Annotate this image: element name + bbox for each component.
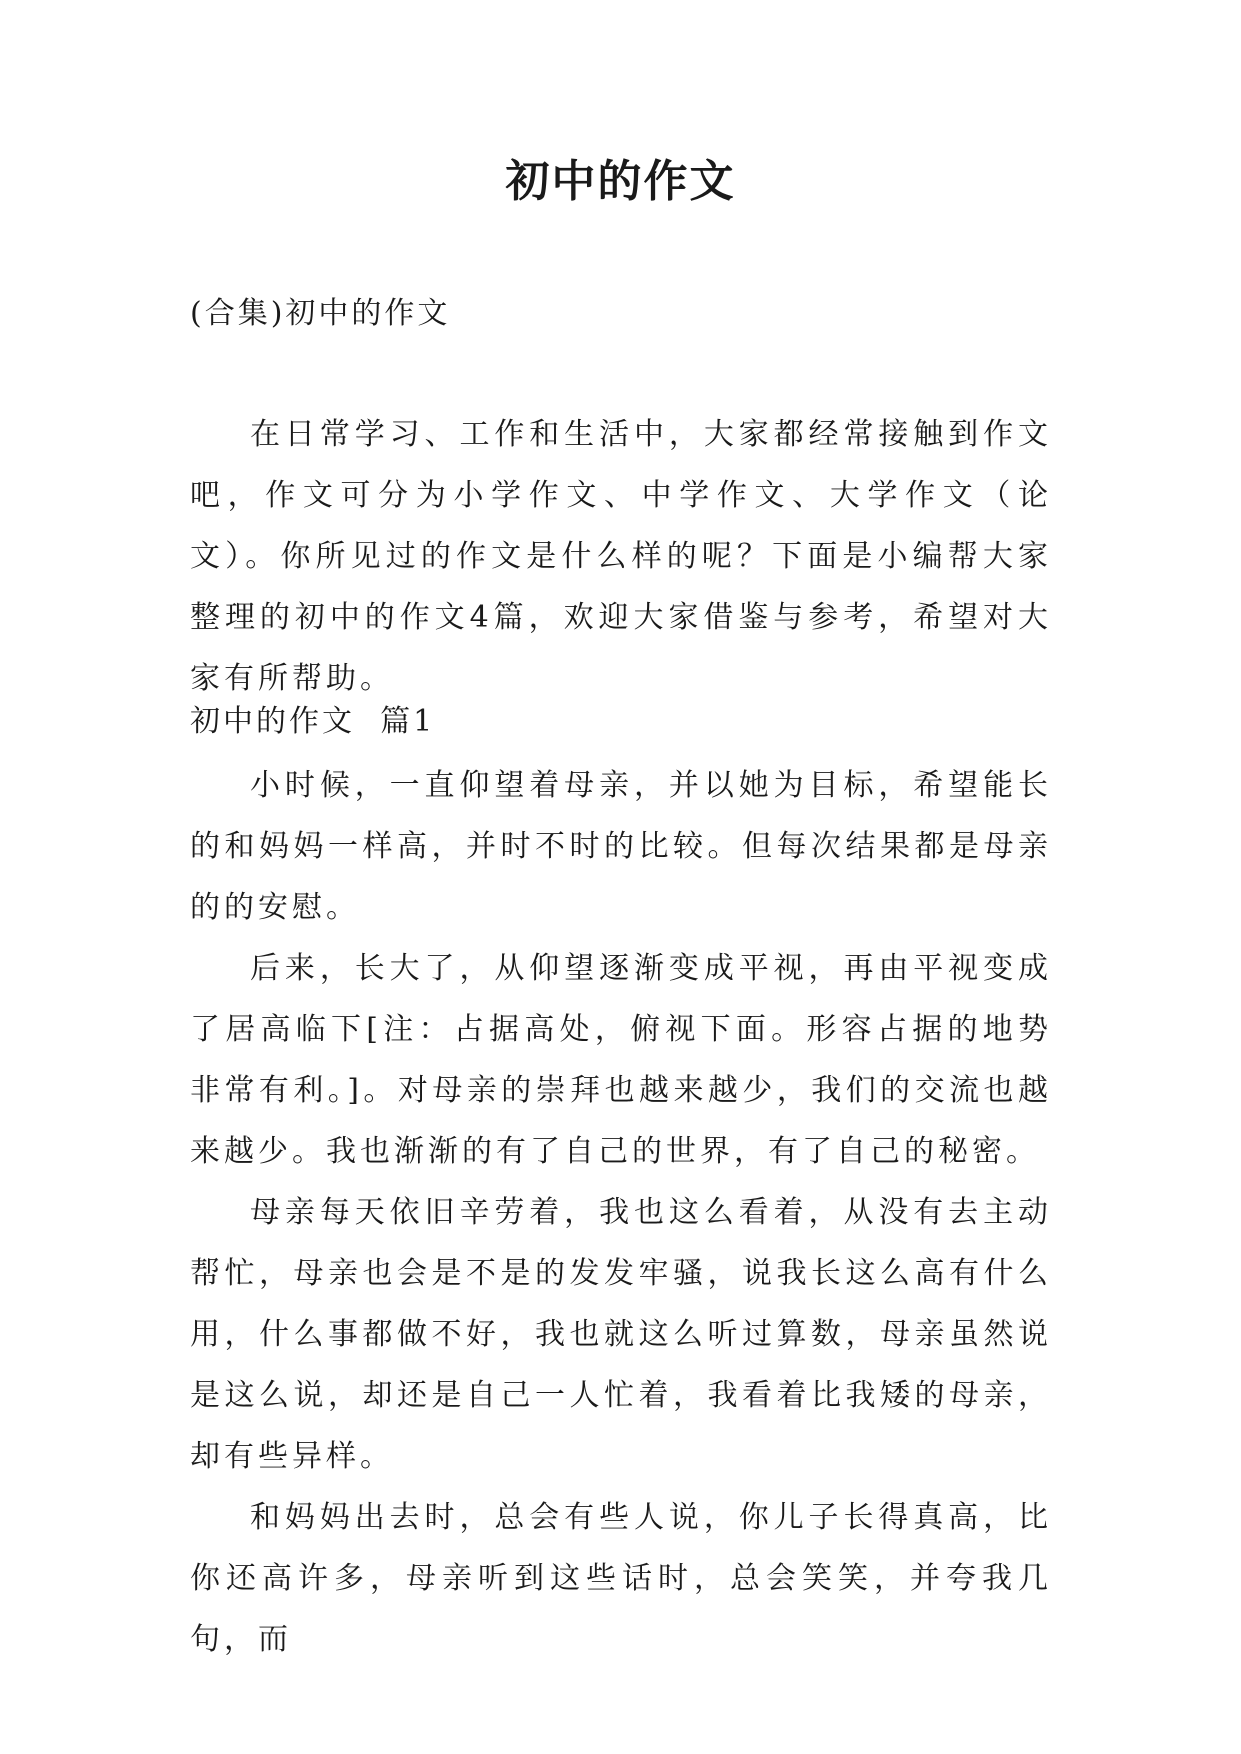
section-heading: 初中的作文 篇1 bbox=[190, 704, 436, 739]
essay-paragraph-4: 和妈妈出去时，总会有些人说，你儿子长得真高，比你还高许多，母亲听到这些话时，总会笑笑，并夸我几句，而 bbox=[190, 1500, 1052, 1657]
essay-body bbox=[190, 755, 1052, 1670]
essay-paragraph-3: 母亲每天依旧辛劳着，我也这么看着，从没有去主动帮忙，母亲也会是不是的发发牢骚，说我长这么高有什么用，什么事都做不好，我也就这么听过算数，母亲虽然说是这么说，却还是自己一人忙着，我看着比我矮的母亲，却有些异样。 bbox=[190, 1195, 1052, 1474]
document-title: 初中的作文 bbox=[505, 156, 736, 207]
intro-paragraph: 在日常学习、工作和生活中，大家都经常接触到作文吧，作文可分为小学作文、中学作文、大学作文（论文）。你所见过的作文是什么样的呢？下面是小编帮大家整理的初中的作文4篇，欢迎大家借鉴与参考，希望对大家有所帮助。 bbox=[190, 417, 1052, 696]
intro-section bbox=[190, 404, 1052, 709]
document-subtitle: (合集)初中的作文 bbox=[190, 296, 451, 331]
essay-paragraph-2: 后来，长大了，从仰望逐渐变成平视，再由平视变成了居高临下[注：占据高处，俯视下面。形容占据的地势非常有利。]。对母亲的崇拜也越来越少，我们的交流也越来越少。我也渐渐的有了自己的世界，有了自己的秘密。 bbox=[190, 951, 1052, 1169]
essay-paragraph-1: 小时候，一直仰望着母亲，并以她为目标，希望能长的和妈妈一样高，并时不时的比较。但每次结果都是母亲的的安慰。 bbox=[190, 768, 1052, 925]
